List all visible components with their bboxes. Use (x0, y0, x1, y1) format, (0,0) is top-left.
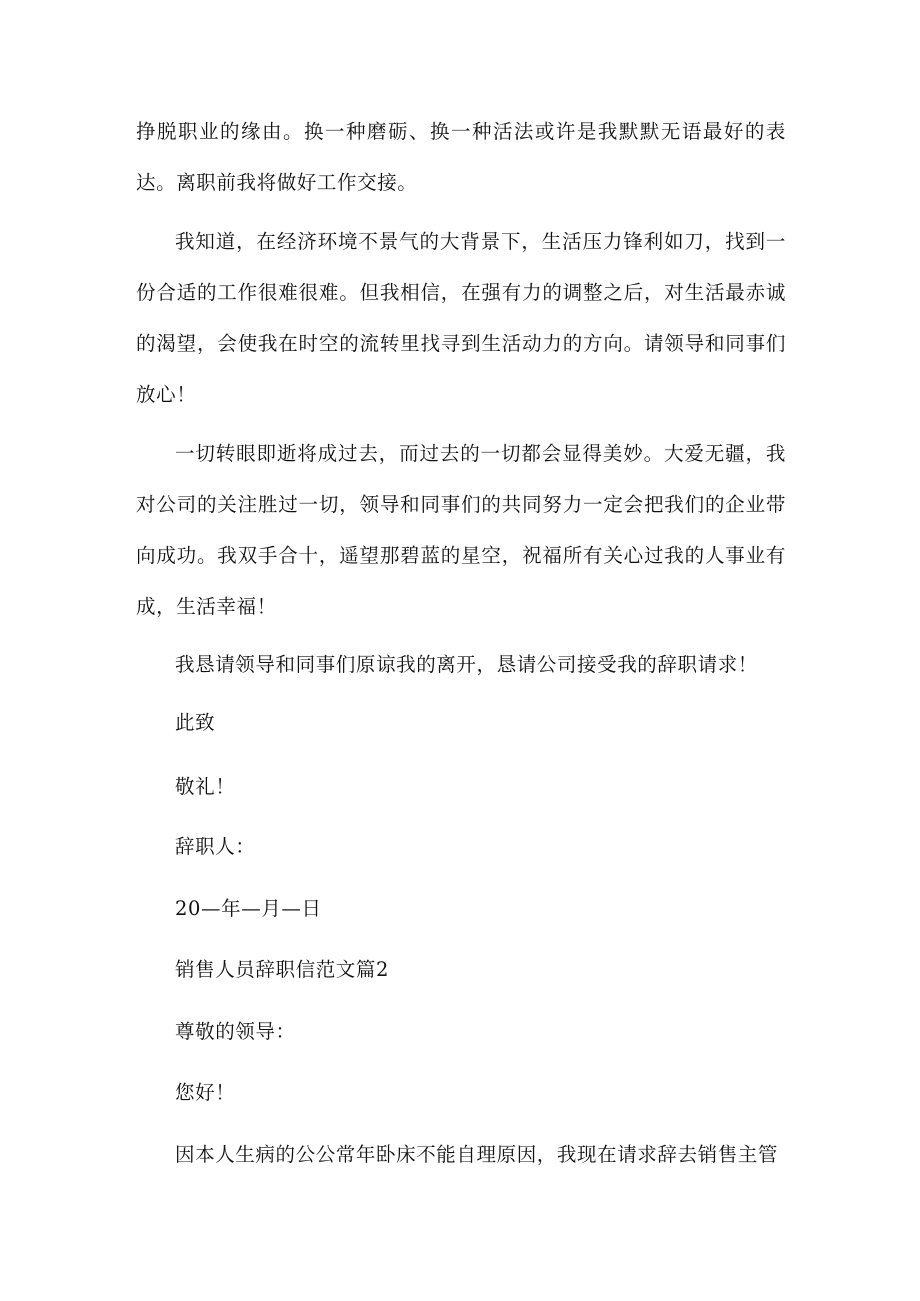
resigner-label: 辞职人： (175, 835, 256, 858)
closing-salutation: 此致 (175, 711, 216, 734)
paragraph-2: 我知道，在经济环境不景气的大背景下，生活压力锋利如刀，找到一份合适的工作很难很难。但我相信，在强有力的调整之后，对生活最赤诚的渴望，会使我在时空的流转里找寻到生活动力的方向。请领导和同事们放心！ (136, 230, 786, 406)
paragraph-12: 因本人生病的公公常年卧床不能自理原因，我现在请求辞去销售主管 (175, 1143, 779, 1166)
paragraph-3: 一切转眼即逝将成过去，而过去的一切都会显得美妙。大爱无疆，我对公司的关注胜过一切，领导和同事们的共同努力一定会把我们的企业带向成功。我双手合十，遥望那碧蓝的星空，祝福所有关心过我的人事业有成，生活幸福！ (136, 442, 786, 618)
date-line: 20—年—月—日 (175, 897, 322, 920)
paragraph-1: 挣脱职业的缘由。换一种磨砺、换一种活法或许是我默默无语最好的表达。离职前我将做好工作交接。 (136, 120, 786, 194)
section-heading: 销售人员辞职信范文篇2 (175, 958, 390, 981)
letter-greeting: 尊敬的领导： (175, 1020, 296, 1043)
paragraph-4: 我恳请领导和同事们原谅我的离开，恳请公司接受我的辞职请求！ (175, 653, 758, 676)
letter-hello: 您好！ (175, 1081, 236, 1104)
closing-regards: 敬礼！ (175, 775, 236, 798)
